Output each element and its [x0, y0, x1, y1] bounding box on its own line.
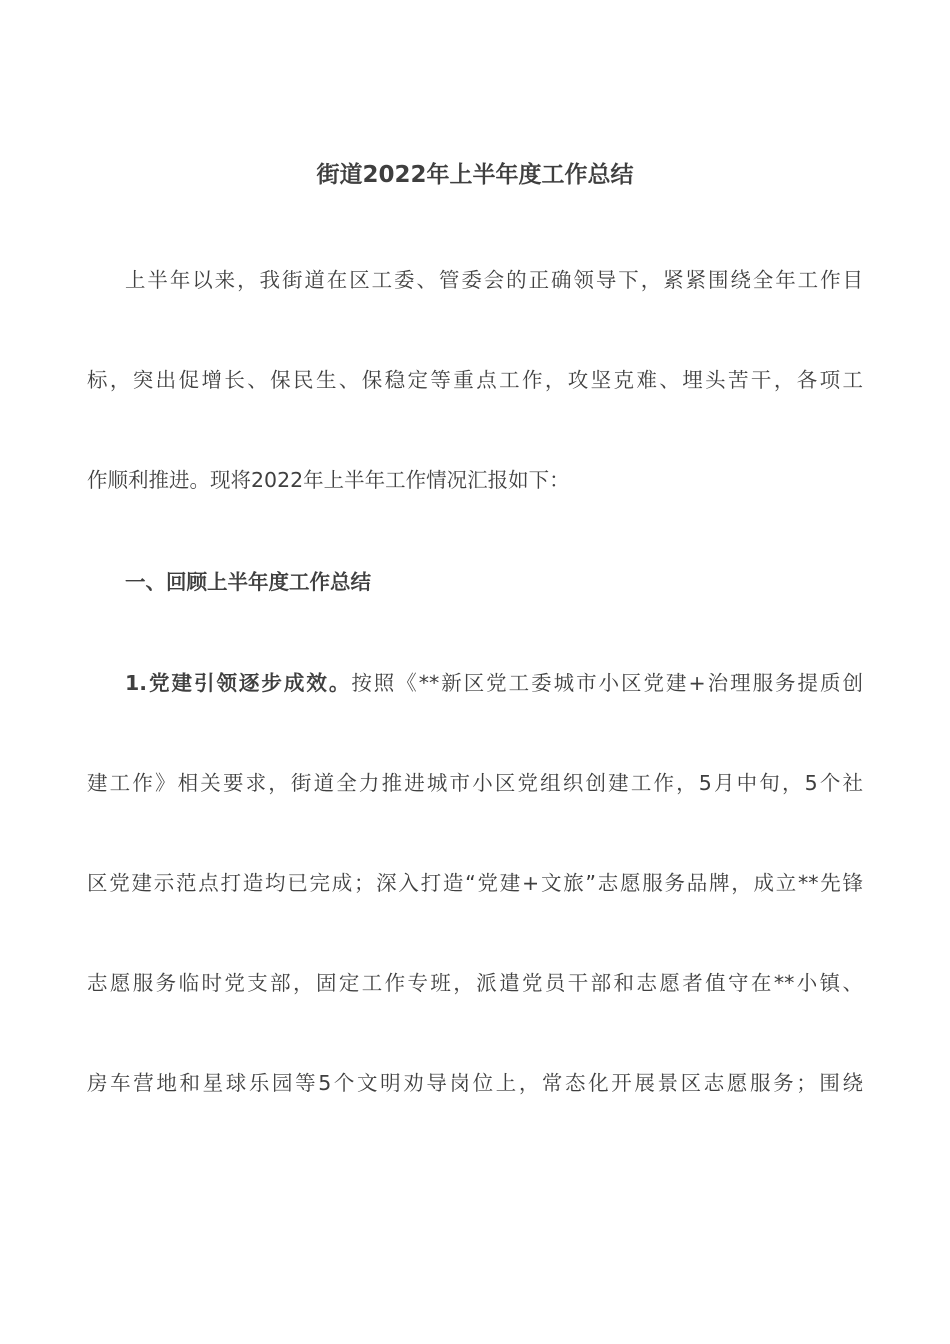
item1-line-5: 房车营地和星球乐园等5个文明劝导岗位上，常态化开展景区志愿服务；围绕 [87, 1071, 863, 1095]
intro-line-3: 作顺利推进。现将2022年上半年工作情况汇报如下： [87, 468, 570, 492]
item1-line-4: 志愿服务临时党支部，固定工作专班，派遣党员干部和志愿者值守在**小镇、 [87, 971, 863, 995]
document-title: 街道2022年上半年度工作总结 [316, 162, 634, 188]
item1-lead: 1.党建引领逐步成效。 [125, 671, 352, 695]
item1-line-3: 区党建示范点打造均已完成；深入打造“党建+文旅”志愿服务品牌，成立**先锋 [87, 871, 863, 895]
section-heading-1: 一、回顾上半年度工作总结 [125, 570, 371, 594]
item1-line-2: 建工作》相关要求，街道全力推进城市小区党组织创建工作，5月中旬，5个社 [87, 771, 863, 795]
item1-first-rest: 按照《**新区党工委城市小区党建+治理服务提质创 [351, 671, 863, 695]
item1-line-1 [125, 666, 863, 700]
intro-line-2: 标，突出促增长、保民生、保稳定等重点工作，攻坚克难、埋头苦干，各项工 [87, 368, 863, 392]
intro-line-1: 上半年以来，我街道在区工委、管委会的正确领导下，紧紧围绕全年工作目 [125, 268, 863, 292]
